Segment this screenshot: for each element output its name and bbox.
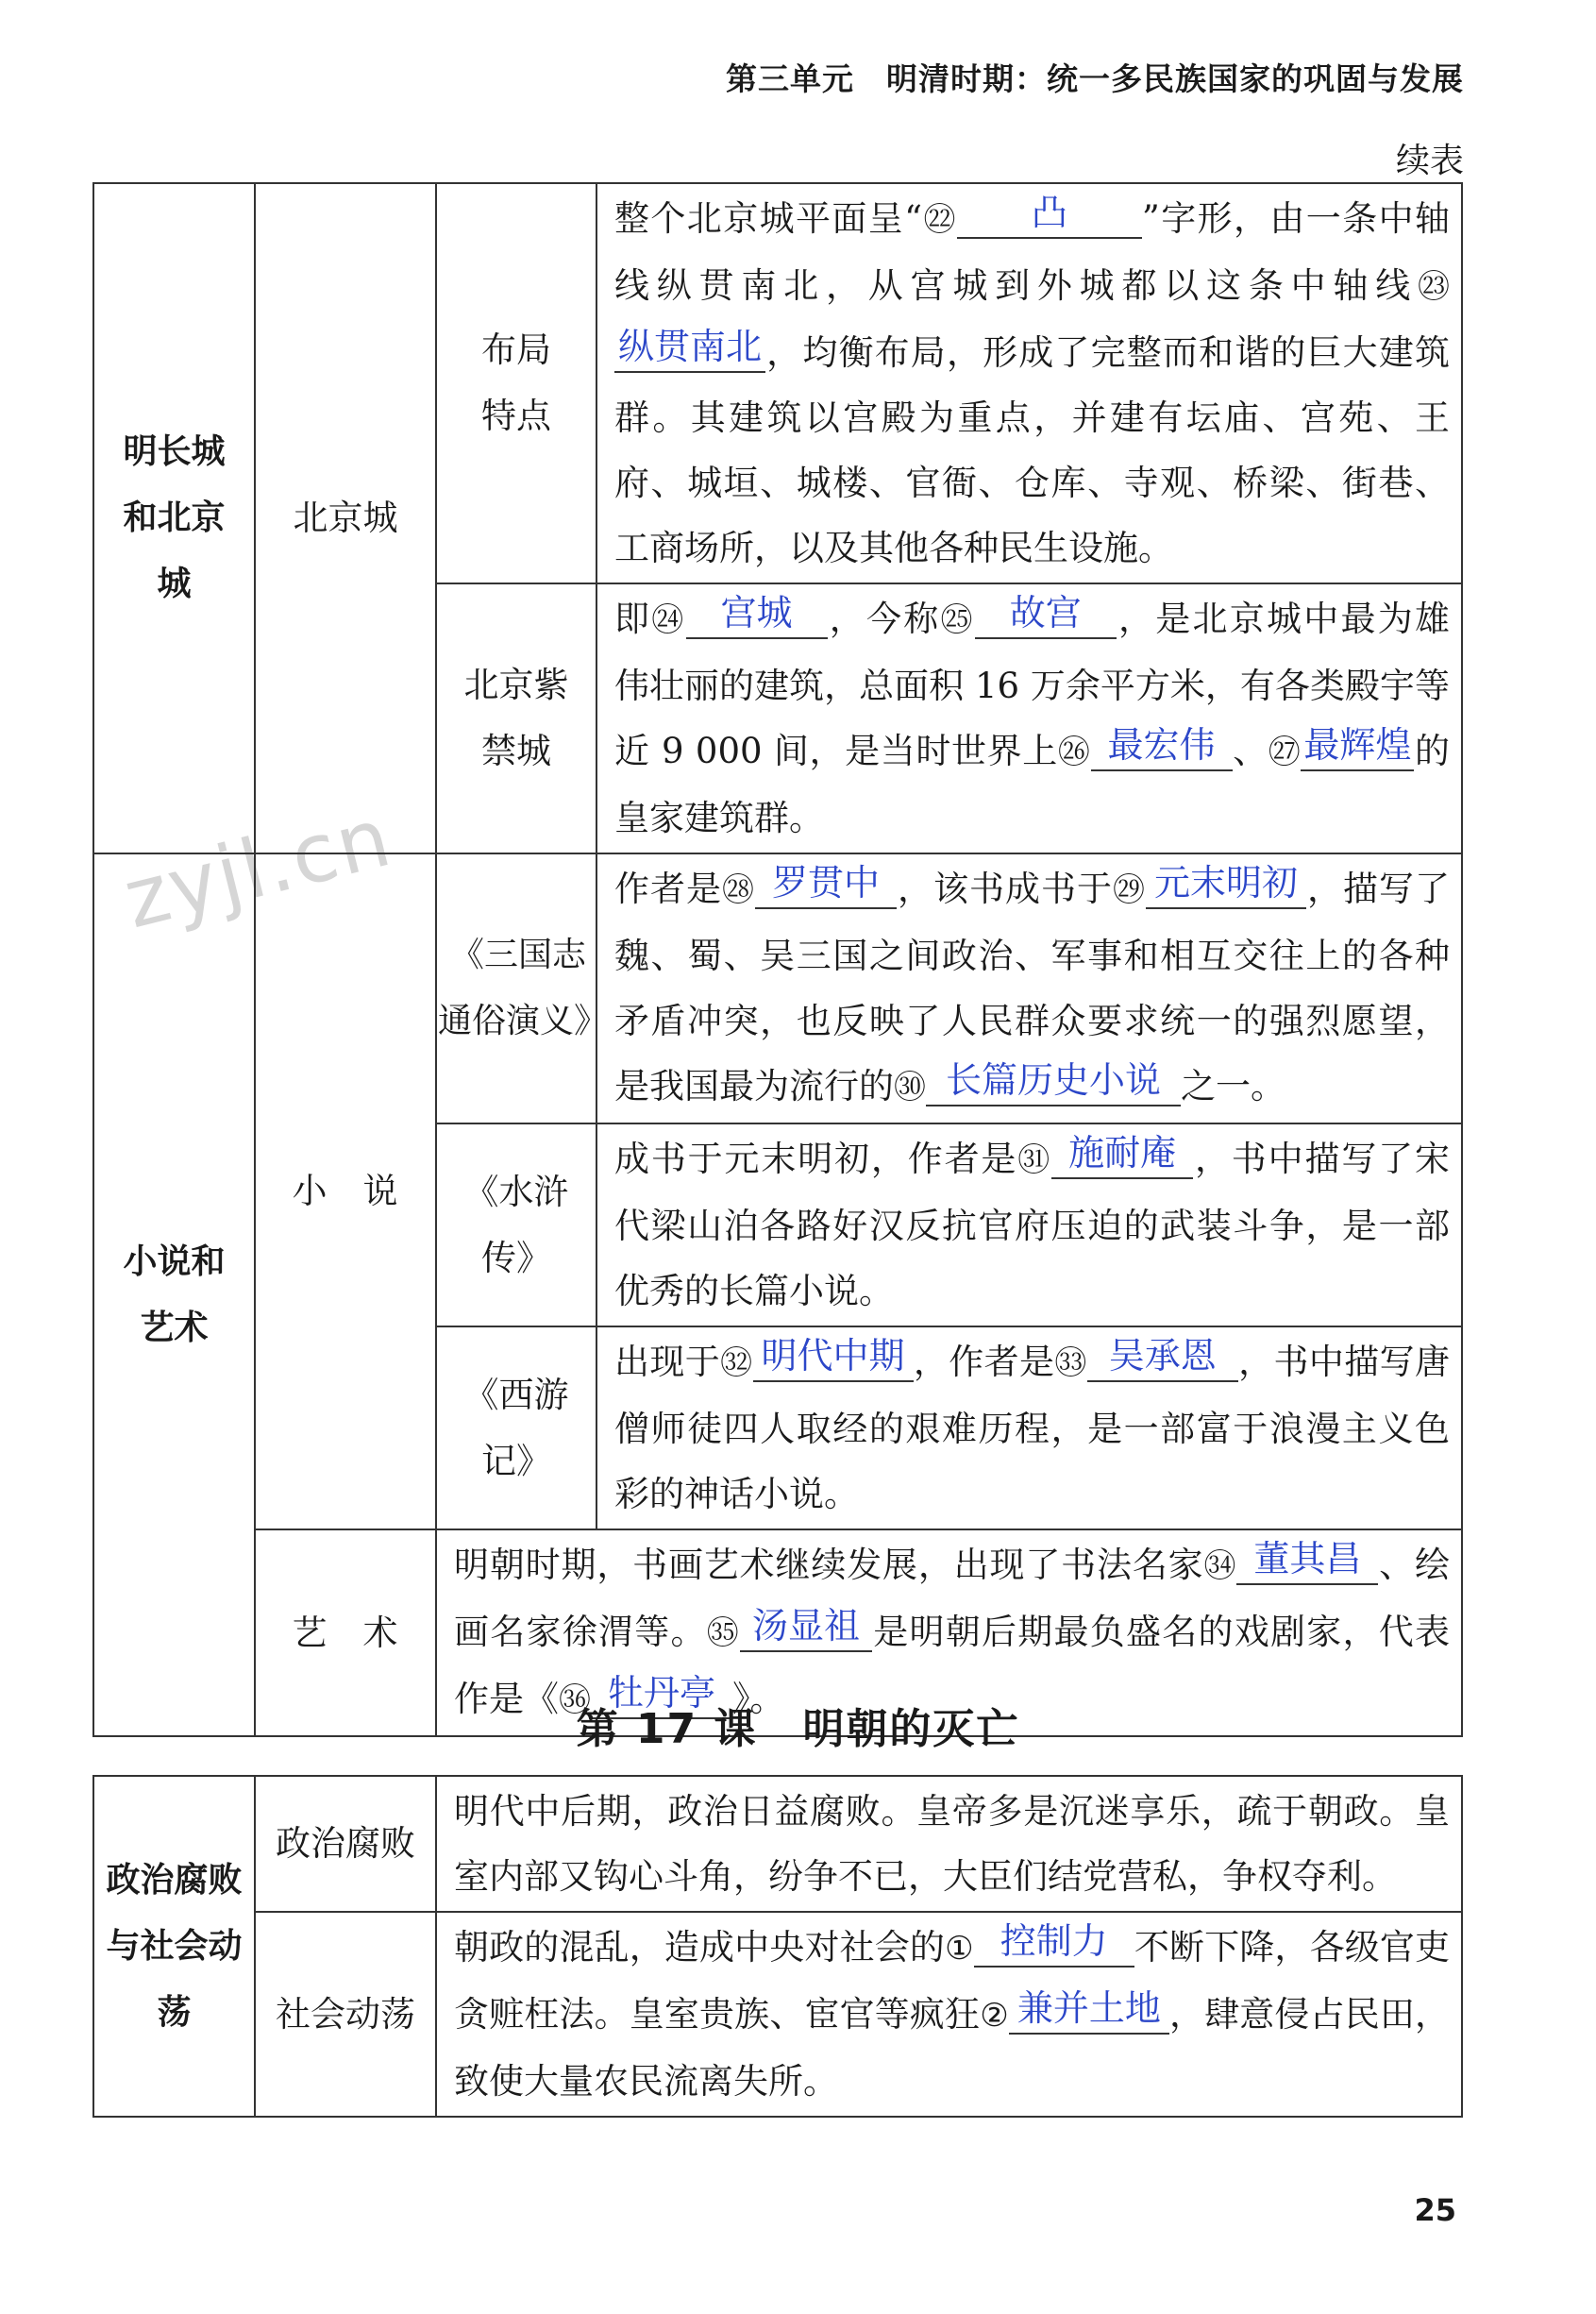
answer-27: 最辉煌 (1301, 720, 1414, 771)
watermark: zyjl.cn (115, 789, 401, 948)
summary-table-ming (92, 182, 1463, 1737)
content-layout: 整个北京城平面呈“㉒ 凸 ”字形，由一条中轴线纵贯南北，从宫城到外城都以这条中轴线㉓纵贯南北 ，均衡布局，形成了完整而和谐的巨大建筑群。其建筑以宫殿为重点，并建有坛庙、宫苑、王府、城垣、城楼、官衙、仓库、寺观、桥梁、街巷、工商场所，以及其他各种民生设施。 (596, 183, 1462, 583)
answer-24: 宫城 (686, 588, 828, 639)
answer-36: 牡丹亭 (591, 1668, 732, 1719)
content-shuihu: 成书于元末明初，作者是㉛ 施耐庵 ，书中描写了宋代梁山泊各路好汉反抗官府压迫的武装斗争，是一部优秀的长篇小说。 (596, 1123, 1462, 1326)
answer-33: 吴承恩 (1087, 1331, 1238, 1382)
answer-25: 故宫 (975, 588, 1117, 639)
answer-32: 明代中期 (753, 1331, 914, 1382)
answer-23: 纵贯南北 (614, 322, 765, 373)
answer-28: 罗贯中 (755, 858, 897, 909)
answer-35: 汤显祖 (740, 1601, 872, 1652)
label-shuihu: 《水浒传》 (436, 1123, 596, 1326)
lesson-title (0, 1695, 1596, 1755)
answer-29: 元末明初 (1146, 858, 1306, 909)
lesson-name: 明朝的灭亡 (802, 1705, 1020, 1753)
answer-1: 控制力 (974, 1917, 1134, 1968)
label-unrest: 社会动荡 (255, 1912, 436, 2117)
content-unrest: 朝政的混乱，造成中央对社会的① 控制力 不断下降，各级官吏贪赃枉法。皇室贵族、宦官等疯狂② 兼并土地 ，肆意侵占民田，致使大量农民流离失所。 (436, 1912, 1462, 2117)
page-number: 25 (1414, 2192, 1456, 2228)
content-sanguo: 作者是㉘ 罗贯中 ，该书成书于㉙ 元末明初 ，描写了魏、蜀、吴三国之间政治、军事和相互交往上的各种矛盾冲突，也反映了人民群众要求统一的强烈愿望，是我国最为流行的㉚ 长篇历史小说 之一。 (596, 853, 1462, 1123)
subtopic-novels: 小说 (255, 853, 436, 1529)
lesson-number: 第 17 课 (576, 1705, 758, 1753)
running-header (726, 55, 1464, 99)
answer-31: 施耐庵 (1051, 1128, 1193, 1179)
header-unit: 第三单元 (726, 60, 854, 97)
answer-26: 最宏伟 (1091, 720, 1233, 771)
answer-22: 凸 (957, 188, 1142, 239)
header-title: 明清时期：统一多民族国家的巩固与发展 (886, 60, 1464, 97)
subtopic-beijing-city: 北京城 (255, 183, 436, 853)
label-layout: 布局特点 (436, 183, 596, 583)
content-xiyou: 出现于㉜ 明代中期 ，作者是㉝ 吴承恩 ，书中描写唐僧师徒四人取经的艰难历程，是一部富于浪漫主义色彩的神话小说。 (596, 1326, 1462, 1529)
content-forbidden-city: 即㉔ 宫城 ，今称㉕ 故宫 ，是北京城中最为雄伟壮丽的建筑，总面积 16 万余平方米，有各类殿宇等近 9 000 间，是当时世界上㉖ 最宏伟 、㉗最辉煌的皇家建筑群。 (596, 583, 1462, 853)
summary-table-ming-fall (92, 1775, 1463, 2118)
label-corruption: 政治腐败 (255, 1776, 436, 1912)
subtopic-art: 艺术 (255, 1529, 436, 1736)
content-corruption: 明代中后期，政治日益腐败。皇帝多是沉迷享乐，疏于朝政。皇室内部又钩心斗角，纷争不已，大臣们结党营私，争权夺利。 (436, 1776, 1462, 1912)
topic-novels-art: 小说和艺术 (93, 853, 255, 1736)
answer-30: 长篇历史小说 (926, 1056, 1181, 1106)
label-sanguo: 《三国志通俗演义》 (436, 853, 596, 1123)
label-forbidden-city: 北京紫禁城 (436, 583, 596, 853)
answer-34: 董其昌 (1236, 1534, 1378, 1585)
label-xiyou: 《西游记》 (436, 1326, 596, 1529)
topic-corruption-unrest: 政治腐败与社会动荡 (93, 1776, 255, 2117)
continued-label: 续表 (1395, 142, 1464, 180)
answer-2: 兼并土地 (1009, 1984, 1169, 2035)
content-art: 明朝时期，书画艺术继续发展，出现了书法名家㉞ 董其昌 、绘画名家徐渭等。㉟ 汤显祖 是明朝后期最负盛名的戏剧家，代表作是《㊱ 牡丹亭 》。 (436, 1529, 1462, 1736)
topic-great-wall-beijing: 明长城和北京城 (93, 183, 255, 853)
